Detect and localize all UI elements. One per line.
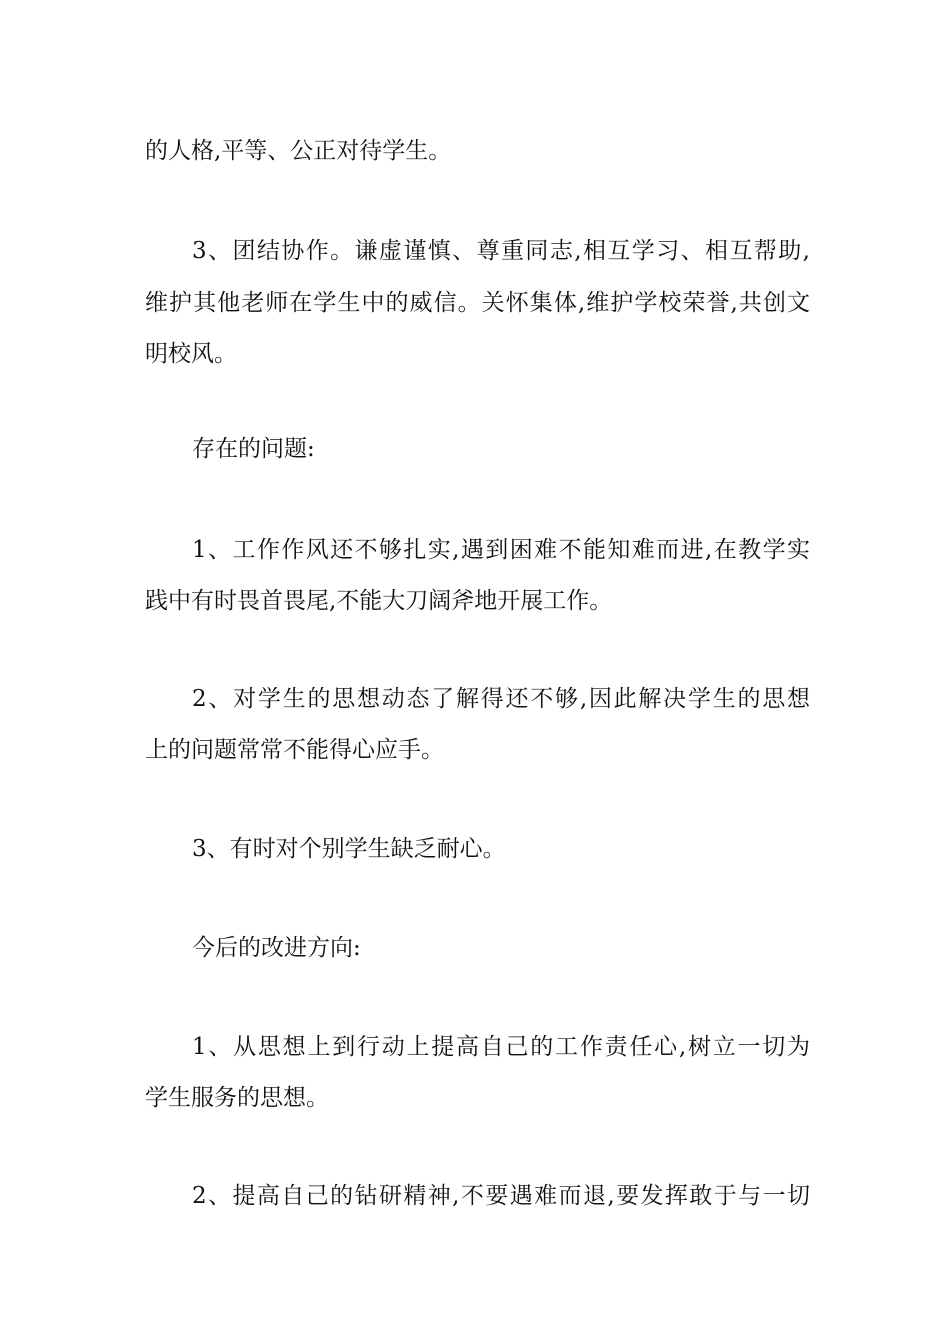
paragraph-line: 3、团结协作。谦虚谨慎、尊重同志,相互学习、相互帮助, <box>192 238 810 264</box>
paragraph-line: 1、工作作风还不够扎实,遇到困难不能知难而进,在教学实 <box>192 537 810 563</box>
paragraph-line: 上的问题常常不能得心应手。 <box>145 737 444 763</box>
section-heading: 今后的改进方向: <box>192 935 361 961</box>
paragraph-line: 1、从思想上到行动上提高自己的工作责任心,树立一切为 <box>192 1034 810 1060</box>
paragraph-line: 践中有时畏首畏尾,不能大刀阔斧地开展工作。 <box>145 588 613 614</box>
paragraph-line: 学生服务的思想。 <box>145 1085 329 1111</box>
paragraph-line: 3、有时对个别学生缺乏耐心。 <box>192 836 506 862</box>
section-heading: 存在的问题: <box>192 436 315 462</box>
paragraph-line: 2、对学生的思想动态了解得还不够,因此解决学生的思想 <box>192 686 810 712</box>
paragraph-line: 明校风。 <box>145 341 237 367</box>
paragraph-line: 的人格,平等、公正对待学生。 <box>145 138 452 164</box>
paragraph-line: 2、提高自己的钻研精神,不要遇难而退,要发挥敢于与一切 <box>192 1183 810 1209</box>
paragraph-line: 维护其他老师在学生中的威信。关怀集体,维护学校荣誉,共创文 <box>145 290 810 316</box>
